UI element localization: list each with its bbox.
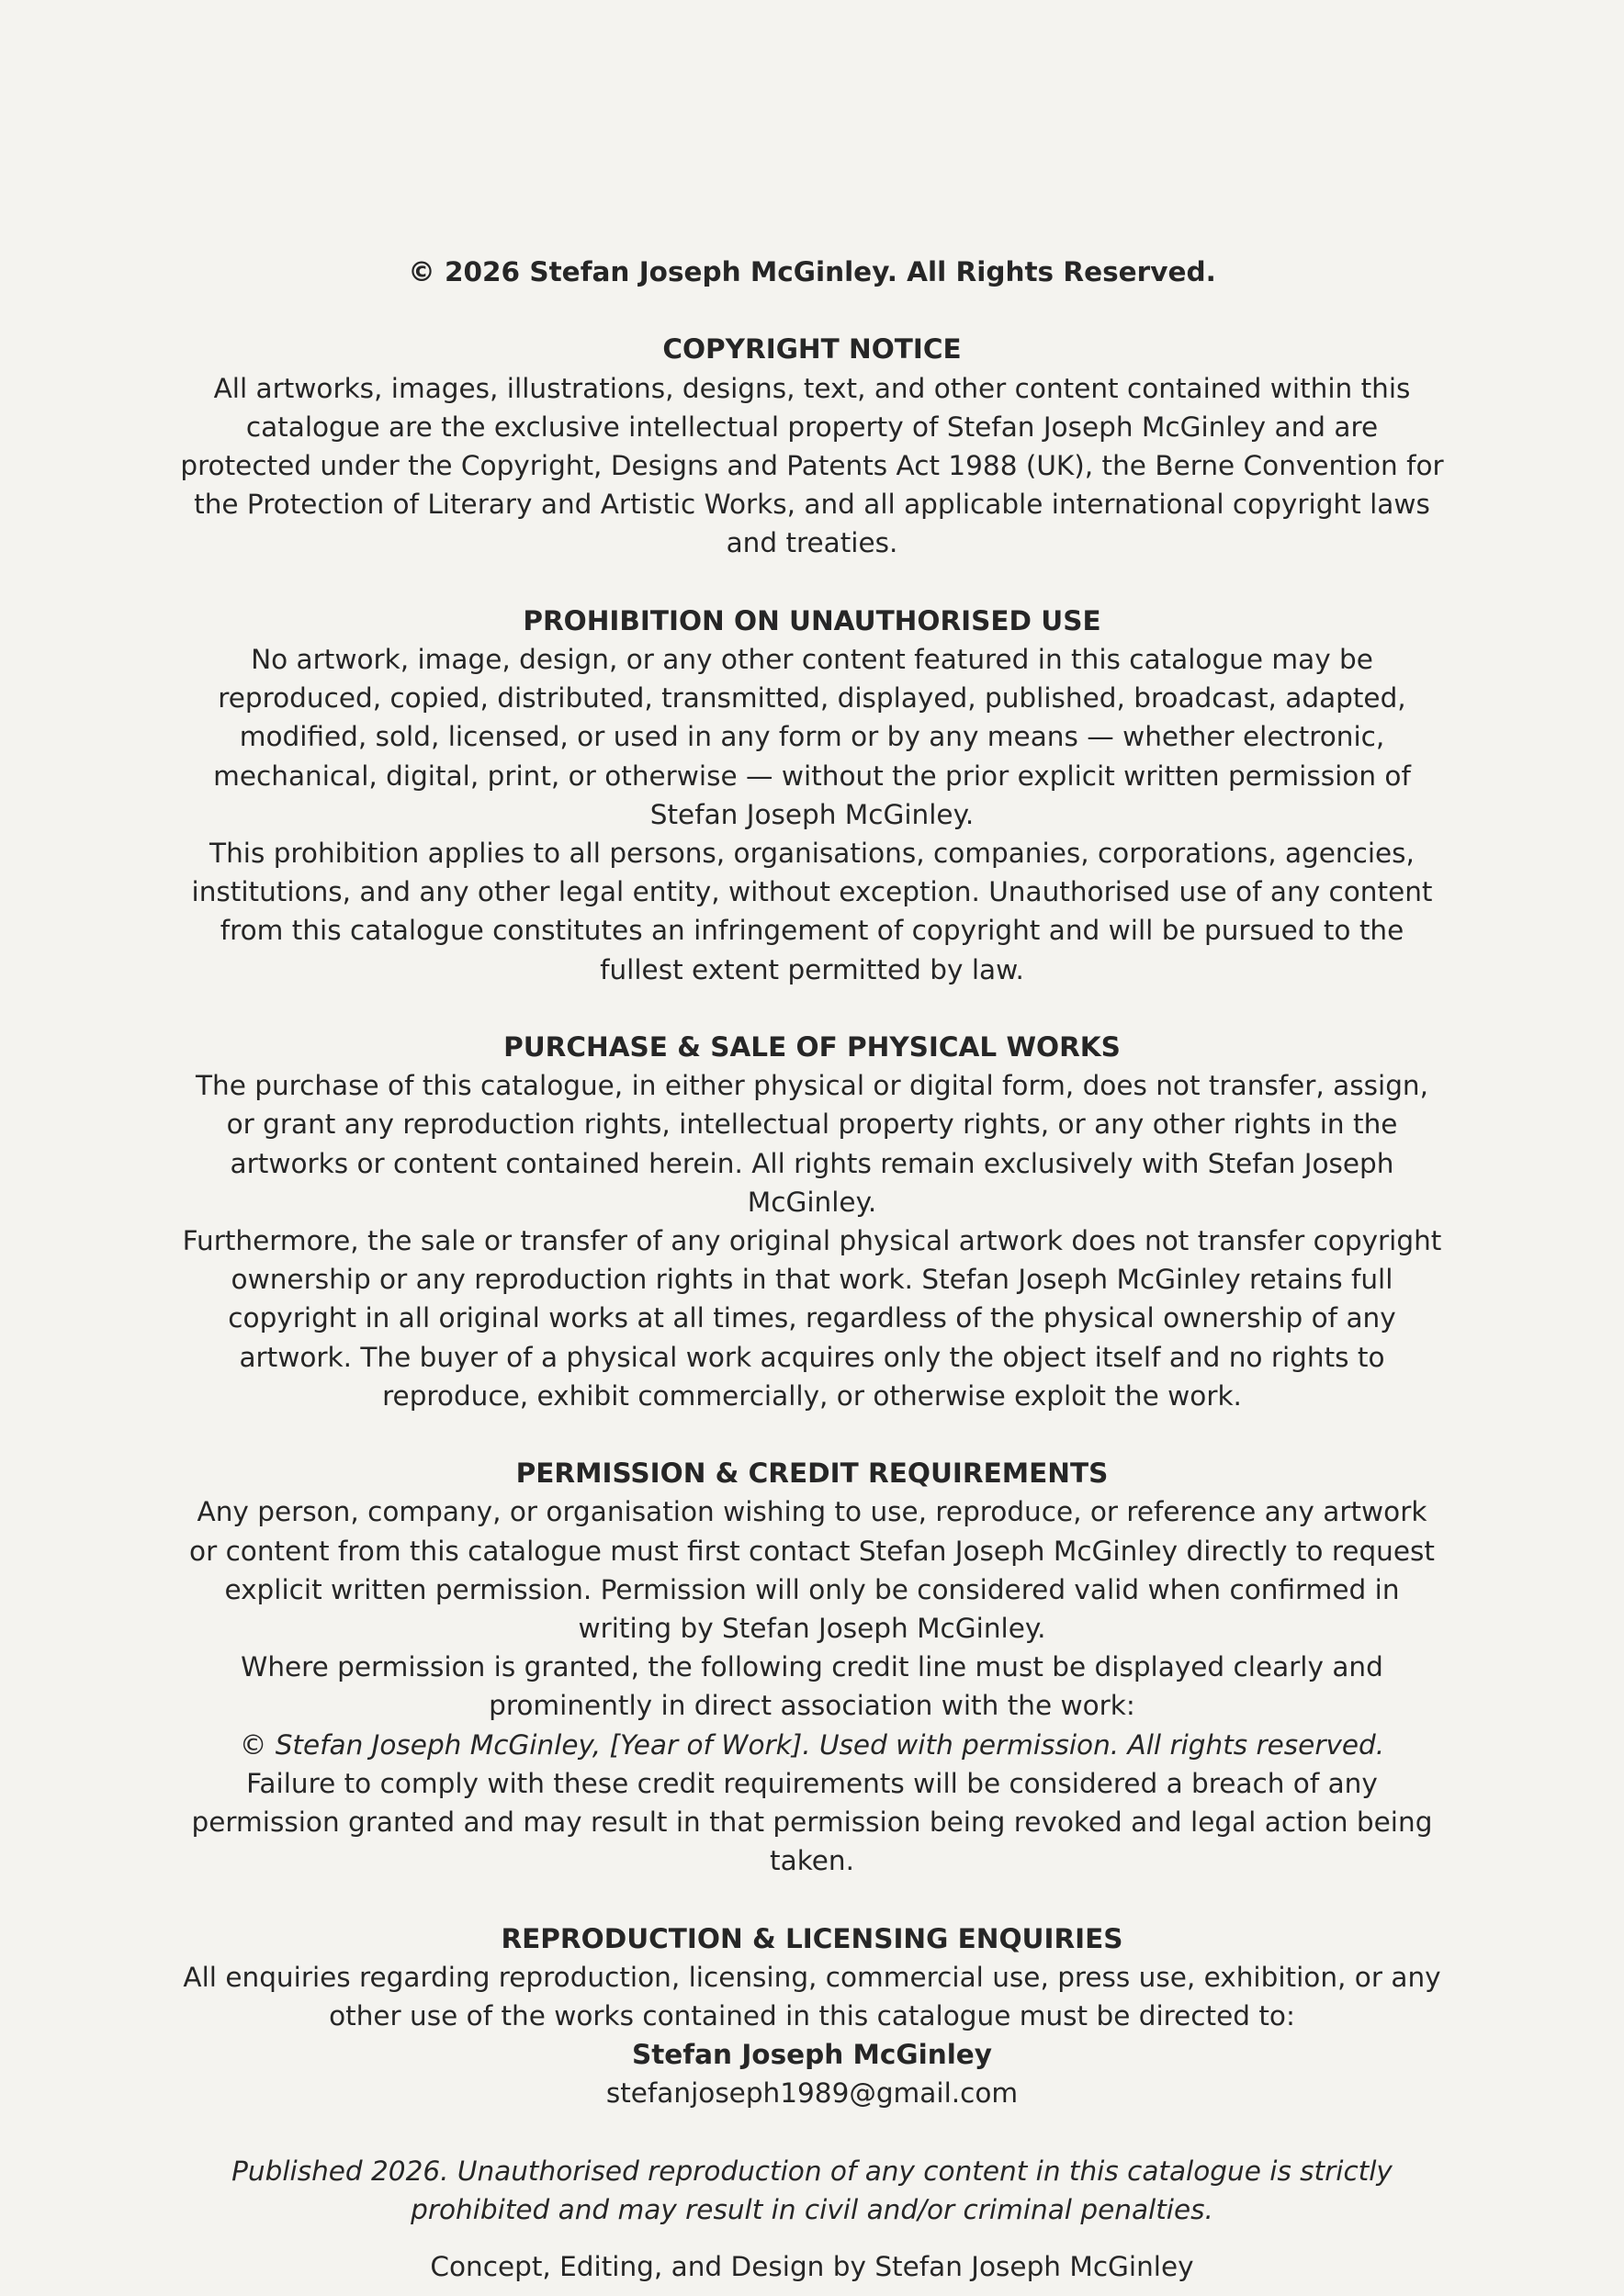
enquiries-paragraph: All enquiries regarding reproduction, licensing, commercial use, press use, exhibition, or any other use of the works contained in this catalogue must be directed to: (183, 1961, 1441, 2032)
copyright-notice-paragraph: All artworks, images, illustrations, designs, text, and other content contained within this catalogue are the exclusive intellectual property of Stefan Joseph McGinley and are protected under the Copyright, Designs and Patents Act 1988 (UK), the Berne Convention for the Protection of Literary and Artistic Works, and all applicable international copyright laws and treaties. (180, 372, 1444, 559)
permission-paragraph-1: Any person, company, or organisation wishing to use, reproduce, or reference any artwork or content from this catalogue must first contact Stefan Joseph McGinley directly to request explicit written permission. Permission will only be considered valid when confirmed in writing by Stefan Joseph McGinley. (189, 1496, 1435, 1645)
permission-paragraph-2: Where permission is granted, the following credit line must be displayed clearly and prominently in direct association with the work: (241, 1651, 1383, 1722)
prohibition-paragraph-1: No artwork, image, design, or any other content featured in this catalogue may be reproduced, copied, distributed, transmitted, displayed, published, broadcast, adapted, modified, sold, licensed, or used in any form or by any means — whether electronic, mechanical, digital, print, or otherwise — without the prior explicit written permission of Stefan Joseph McGinley. (213, 644, 1411, 830)
section-heading-purchase-sale: PURCHASE & SALE OF PHYSICAL WORKS (503, 1031, 1121, 1064)
purchase-sale-paragraph-1: The purchase of this catalogue, in either physical or digital form, does not transfer, assign, or grant any reproduction rights, intellectual property rights, or any other rights in the artworks or content contained herein. All rights remain exclusively with Stefan Joseph McGinley. (196, 1070, 1428, 1218)
section-heading-prohibition: PROHIBITION ON UNAUTHORISED USE (523, 604, 1101, 636)
purchase-sale-paragraph-2: Furthermore, the sale or transfer of any original physical artwork does not transfer copyright ownership or any reproduction rights in that work. Stefan Joseph McGinley retains full copyright in all original works at all times, regardless of the physical ownership of any artwork. The buyer of a physical work acquires only the object itself and no rights to reproduce, exhibit commercially, or otherwise exploit the work. (182, 1225, 1442, 1412)
section-heading-copyright-notice: COPYRIGHT NOTICE (662, 333, 962, 366)
section-heading-permission-credit: PERMISSION & CREDIT REQUIREMENTS (515, 1458, 1109, 1490)
copyright-page (179, 253, 1445, 2286)
permission-closing: Failure to comply with these credit requirements will be considered a breach of any permission granted and may result in that permission being revoked and legal action being taken. (191, 1767, 1433, 1877)
contact-name: Stefan Joseph McGinley (631, 2039, 993, 2071)
contact-email[interactable]: stefanjoseph1989@gmail.com (605, 2077, 1019, 2110)
prohibition-paragraph-2: This prohibition applies to all persons, organisations, companies, corporations, agencies, institutions, and any other legal entity, without exception. Unauthorised use of any content from this catalogue constitutes an infringement of copyright and will be pursued to the fullest extent permitted by law. (191, 838, 1433, 985)
credit-line: © Stefan Joseph McGinley, [Year of Work]. Used with permission. All rights reserved. (239, 1728, 1385, 1761)
section-heading-enquiries: REPRODUCTION & LICENSING ENQUIRIES (501, 1922, 1123, 1954)
credits-line: Concept, Editing, and Design by Stefan Joseph McGinley (430, 2251, 1194, 2283)
copyright-title: © 2026 Stefan Joseph McGinley. All Rights Reserved. (408, 256, 1216, 287)
published-note: Published 2026. Unauthorised reproduction of any content in this catalogue is strictly prohibited and may result in civil and/or criminal penalties. (231, 2155, 1393, 2226)
